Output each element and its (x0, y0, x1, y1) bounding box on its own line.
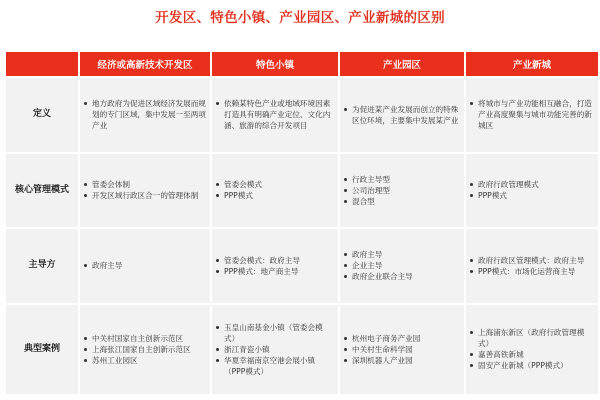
table-cell (466, 78, 598, 152)
table-cell (212, 305, 338, 394)
bullet-item: 混合型 (344, 196, 460, 207)
table-row (6, 154, 598, 228)
table-row (6, 78, 598, 152)
bullet-list (84, 179, 206, 201)
row-label: 定义 (6, 78, 78, 152)
bullet-list (216, 179, 334, 201)
table-cell (212, 154, 338, 228)
row-label: 典型案例 (6, 305, 78, 394)
table-cell (340, 78, 464, 152)
row-label: 主导方 (6, 229, 78, 303)
table-cell (80, 229, 210, 303)
header-row (6, 52, 598, 76)
column-header: 特色小镇 (212, 52, 338, 76)
bullet-list (216, 322, 334, 377)
bullet-item: 政府行政区管理模式：政府主导 (470, 255, 594, 266)
bullet-list (470, 255, 594, 277)
table-cell (340, 229, 464, 303)
bullet-item: 为促进某产业发展而创立的特殊区位环境，主要集中发展某产业 (344, 104, 460, 126)
bullet-item: 杭州电子商务产业园 (344, 333, 460, 344)
bullet-item: 管委会模式 (216, 179, 334, 190)
bullet-item: 玉皇山南基金小镇（管委会模式） (216, 322, 334, 344)
bullet-item: 地方政府为促进区域经济发展而规划的专门区域，集中发展一至两项产业 (84, 98, 206, 131)
bullet-item: 政府主导 (344, 249, 460, 260)
bullet-item: 企业主导 (344, 260, 460, 271)
column-header: 产业园区 (340, 52, 464, 76)
bullet-item: 政府企业联合主导 (344, 271, 460, 282)
bullet-list (84, 260, 206, 271)
table-row (6, 229, 598, 303)
bullet-list (470, 98, 594, 131)
bullet-item: 管委会模式：政府主导 (216, 255, 334, 266)
bullet-list (344, 333, 460, 366)
table-cell (80, 154, 210, 228)
bullet-list (470, 327, 594, 371)
bullet-list (216, 255, 334, 277)
bullet-list (84, 333, 206, 366)
bullet-item: 政府行政管理模式 (470, 179, 594, 190)
bullet-item: PPP模式：市场化运营商主导 (470, 266, 594, 277)
bullet-list (344, 249, 460, 282)
bullet-list (470, 179, 594, 201)
bullet-item: PPP模式 (216, 190, 334, 201)
bullet-item: 嘉善高铁新城 (470, 349, 594, 360)
bullet-item: 管委会体制 (84, 179, 206, 190)
table-cell (466, 305, 598, 394)
bullet-list (344, 104, 460, 126)
table-cell (80, 305, 210, 394)
table-cell (212, 78, 338, 152)
table-body (6, 78, 598, 394)
comparison-table (4, 50, 600, 396)
bullet-item: PPP模式：地产商主导 (216, 266, 334, 277)
bullet-item: 浙江青瓷小镇 (216, 344, 334, 355)
bullet-item: 上海张江国家自主创新示范区 (84, 344, 206, 355)
bullet-item: 上海浦东新区（政府行政管理模式） (470, 327, 594, 349)
page-title: 开发区、特色小镇、产业园区、产业新城的区别 (155, 10, 445, 26)
table-cell (340, 154, 464, 228)
bullet-list (344, 174, 460, 207)
table-cell (466, 229, 598, 303)
bullet-item: 苏州工业园区 (84, 355, 206, 366)
column-header: 经济或高新技术开发区 (80, 52, 210, 76)
bullet-item: 行政主导型 (344, 174, 460, 185)
bullet-item: 开发区域行政区合一的管理体制 (84, 190, 206, 201)
table-cell (340, 305, 464, 394)
bullet-item: 公司治理型 (344, 185, 460, 196)
table-cell (466, 154, 598, 228)
bullet-item: 华夏幸福南京空港会展小镇（PPP模式） (216, 355, 334, 377)
row-label: 核心管理模式 (6, 154, 78, 228)
bullet-item: 中关村国家自主创新示范区 (84, 333, 206, 344)
table-cell (212, 229, 338, 303)
bullet-list (216, 98, 334, 131)
bullet-item: 深圳机器人产业园 (344, 355, 460, 366)
bullet-item: PPP模式 (470, 190, 594, 201)
bullet-item: 固安产业新城（PPP模式） (470, 360, 594, 371)
bullet-item: 中关村生命科学园 (344, 344, 460, 355)
bullet-list (84, 98, 206, 131)
table-cell (80, 78, 210, 152)
bullet-item: 政府主导 (84, 260, 206, 271)
table-row (6, 305, 598, 394)
bullet-item: 依赖某特色产业或地域环境因素打造具有明确产业定位、文化内涵、旅游的综合开发项目 (216, 98, 334, 131)
header-corner (6, 52, 78, 76)
column-header: 产业新城 (466, 52, 598, 76)
bullet-item: 将城市与产业功能相互融合，打造产业高度聚集与城市功能完善的新城区 (470, 98, 594, 131)
